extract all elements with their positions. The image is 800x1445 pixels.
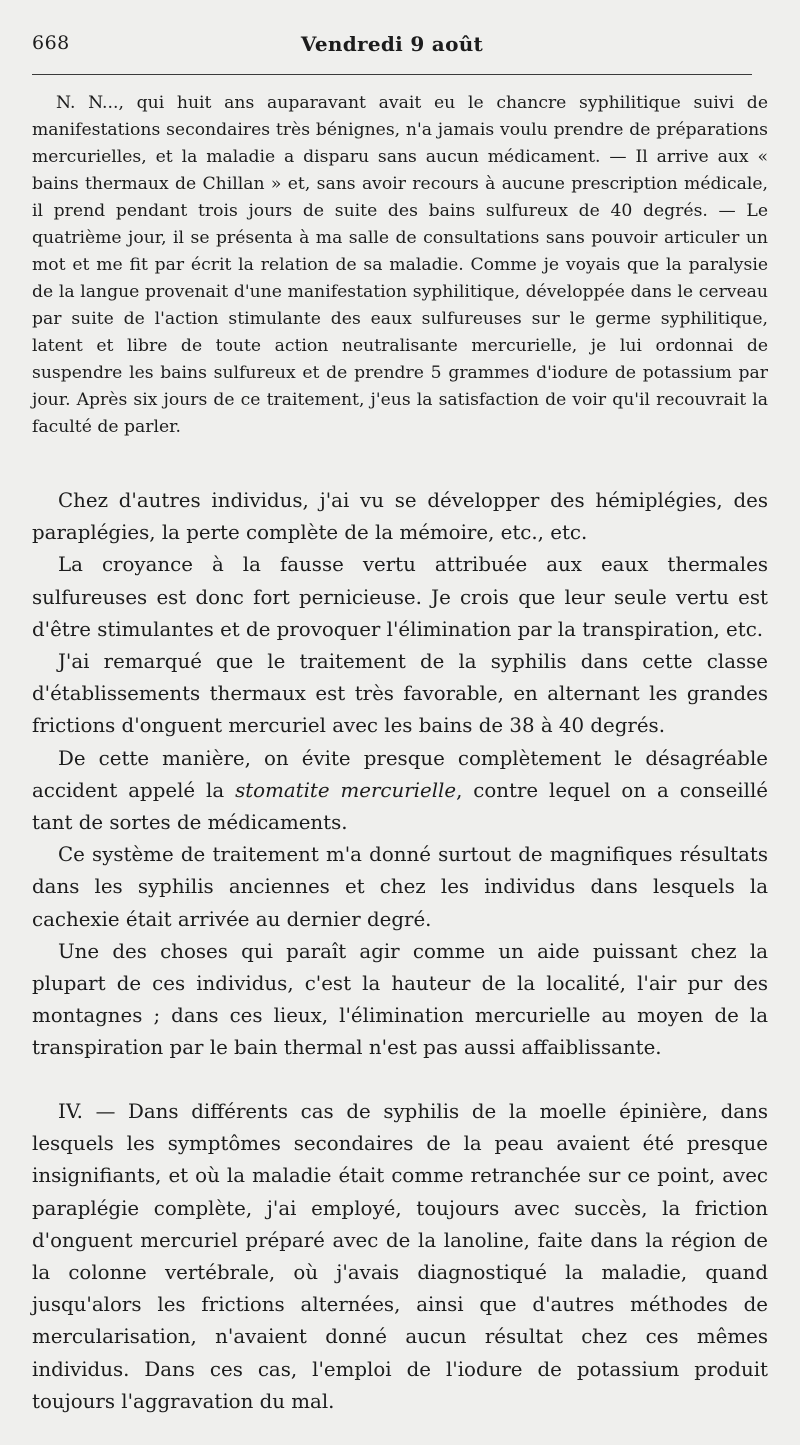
case-note-block <box>32 90 768 441</box>
paragraph-4-text-b: , contre lequel on a conseillé tant de sortes de médicaments. <box>32 778 768 835</box>
header-rule <box>32 74 752 75</box>
paragraph-4-text-a: De cette manière, on évite presque complètement le désagréable accident appelé la <box>32 746 768 802</box>
paragraph-2: La croyance à la fausse vertu attribuée aux eaux thermales sulfureuses est donc fort pernicieuse. Je crois que leur seule vertu est d'être stimulantes et de provoquer l'élimination par la transpiration, etc. <box>32 553 768 641</box>
running-title: Vendredi 9 août <box>300 32 484 56</box>
paragraph-3: J'ai remarqué que le traitement de la syphilis dans cette classe d'établissements thermaux est très favorable, en alternant les grandes frictions d'onguent mercuriel avec les bains de 38 à 40 degrés. <box>32 650 768 738</box>
page-header <box>32 30 752 64</box>
paragraph-6: Une des choses qui paraît agir comme un aide puissant chez la plupart de ces individus, c'est la hauteur de la localité, l'air pur des montagnes ; dans ces lieux, l'élimination mercurielle au moyen de la transpiration par le bain thermal n'est pas aussi affaiblissante. <box>32 939 768 1060</box>
paragraph-1: Chez d'autres individus, j'ai vu se développer des hémiplégies, des paraplégies, la perte complète de la mémoire, etc., etc. <box>32 489 768 545</box>
section-iv-block <box>32 1096 768 1418</box>
paragraph-5: Ce système de traitement m'a donné surtout de magnifiques résultats dans les syphilis anciennes et chez les individus dans lesquels la cachexie était arrivée au dernier degré. <box>32 843 768 931</box>
paragraph-4 <box>32 743 768 840</box>
paragraph-section-iv: IV. — Dans différents cas de syphilis de la moelle épinière, dans lesquels les symptômes secondaires de la peau avaient été presque insignifiants, et où la maladie était comme retranchée sur ce point, avec paraplégie complète, j'ai employé, toujours avec succès, la friction d'onguent mercuriel préparé avec de la lanoline, faite dans la région de la colonne vertébrale, où j'avais diagnostiqué la maladie, quand jusqu'alors les frictions alternées, ainsi que d'autres méthodes de mercularisation, n'avaient donné aucun résultat chez ces mêmes individus. Dans ces cas, l'emploi de l'iodure de potassium produit toujours l'aggravation du mal. <box>32 1100 768 1413</box>
page-number: 668 <box>32 32 70 54</box>
paragraph-4-italic: stomatite mercurielle <box>235 778 457 802</box>
main-text-block <box>32 485 768 1065</box>
case-note-paragraph: N. N..., qui huit ans auparavant avait eu le chancre syphilitique suivi de manifestations secondaires très bénignes, n'a jamais voulu prendre de préparations mercurielles, et la maladie a disparu sans aucun médicament. — Il arrive aux « bains thermaux de Chillan » et, sans avoir recours à aucune prescription médicale, il prend pendant trois jours de suite des bains sulfureux de 40 degrés. — Le quatrième jour, il se présenta à ma salle de consultations sans pouvoir articuler un mot et me fit par écrit la relation de sa maladie. Comme je voyais que la paralysie de la langue provenait d'une manifestation syphilitique, développée dans le cerveau par suite de l'action stimulante des eaux sulfureuses sur le germe syphilitique, latent et libre de toute action neutralisante mercurielle, je lui ordonnai de suspendre les bains sulfureux et de prendre 5 grammes d'iodure de potassium par jour. Après six jours de ce traitement, j'eus la satisfaction de voir qu'il recouvrait la faculté de parler. <box>32 93 768 437</box>
